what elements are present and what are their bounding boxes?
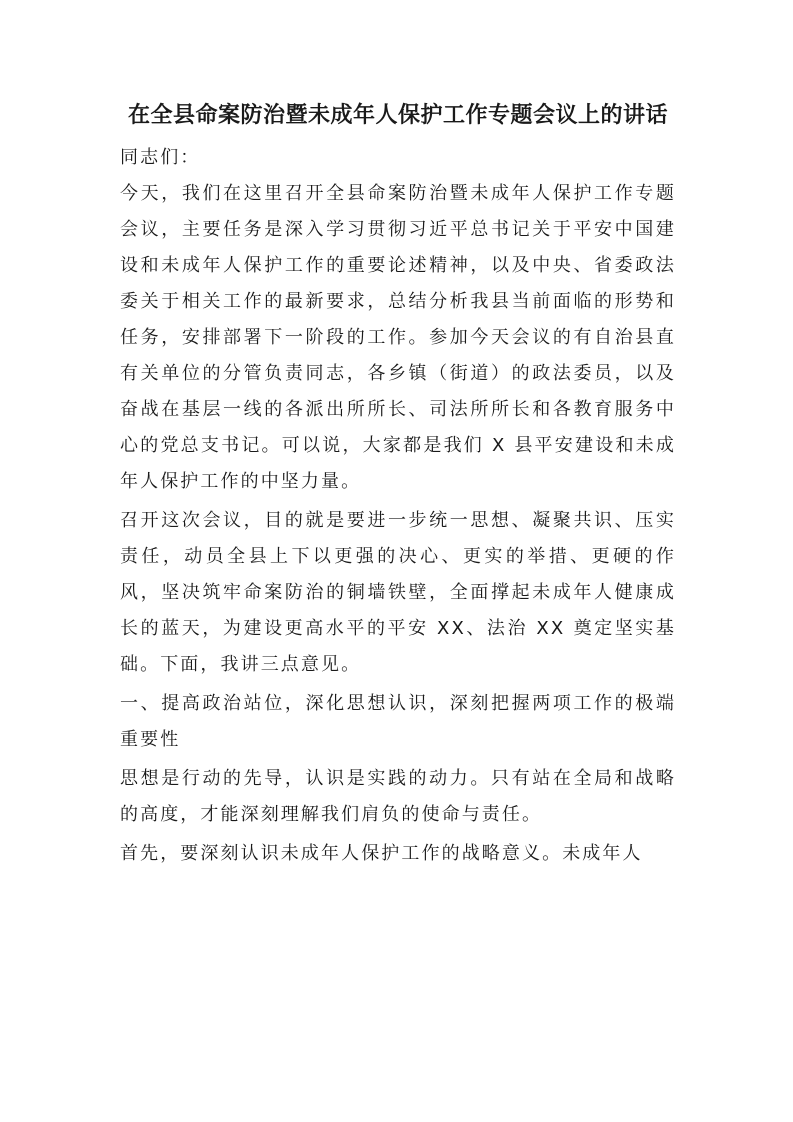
salutation: 同志们： (120, 147, 201, 168)
body-paragraph: 召开这次会议，目的就是要进一步统一思想、凝聚共识、压实责任，动员全县上下以更强的决心、更实的举措、更硬的作风，坚决筑牢命案防治的铜墙铁壁，全面撑起未成年人健康成长的蓝天，为建设更高水平的平安 XX、法治 XX 奠定坚实基础。下面，我讲三点意见。 (120, 510, 676, 675)
document-title: 在全县命案防治暨未成年人保护工作专题会议上的讲话 (127, 103, 668, 128)
body-paragraph: 今天，我们在这里召开全县命案防治暨未成年人保护工作专题会议，主要任务是深入学习贯彻习近平总书记关于平安中国建设和未成年人保护工作的重要论述精神，以及中央、省委政法委关于相关工作的最新要求，总结分析我县当前面临的形势和任务，安排部署下一阶段的工作。参加今天会议的有自治县直有关单位的分管负责同志，各乡镇（街道）的政法委员，以及奋战在基层一线的各派出所所长、司法所所长和各教育服务中心的党总支书记。可以说，大家都是我们 X 县平安建设和未成年人保护工作的中坚力量。 (120, 183, 676, 492)
body-paragraph: 思想是行动的先导，认识是实践的动力。只有站在全局和战略的高度，才能深刻理解我们肩负的使命与责任。 (120, 768, 676, 825)
section-heading: 一、提高政治站位，深化思想认识，深刻把握两项工作的极端重要性 (120, 693, 676, 750)
document-page (120, 94, 676, 872)
body-paragraph: 首先，要深刻认识未成年人保护工作的战略意义。未成年人 (120, 843, 643, 864)
